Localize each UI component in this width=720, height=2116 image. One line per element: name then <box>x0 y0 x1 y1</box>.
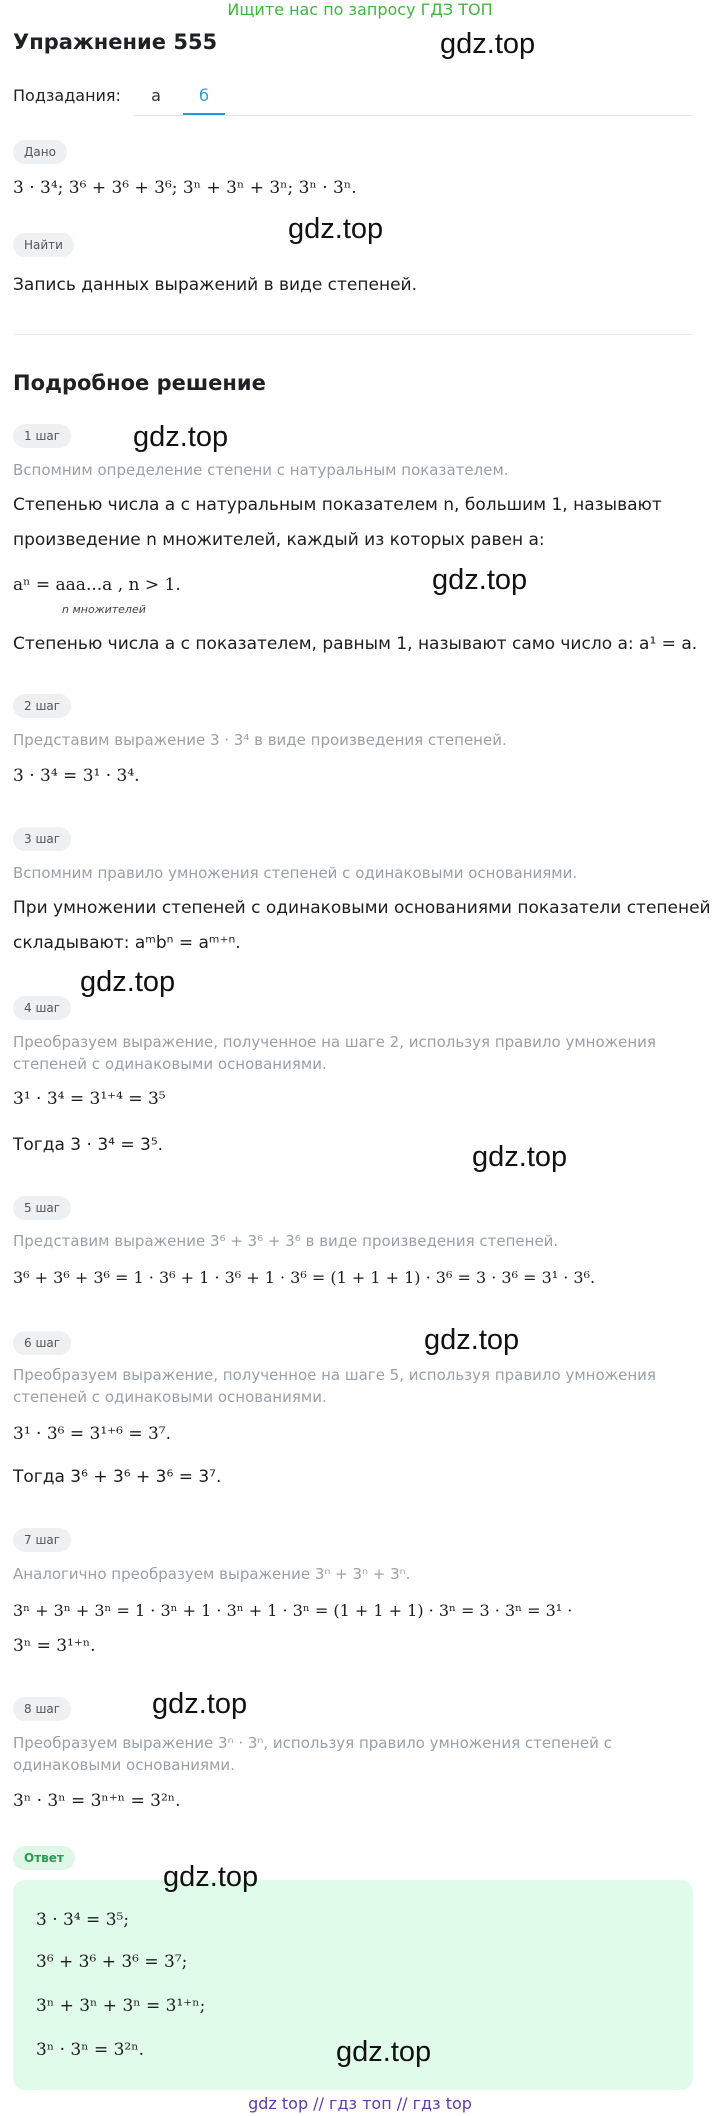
step-5-formula: 3⁶ + 3⁶ + 3⁶ = 1 · 3⁶ + 1 · 3⁶ + 1 · 3⁶ = (1 + 1 + 1) · 3⁶ = 3 · 3⁶ = 3¹ · 3⁶. <box>13 1268 596 1287</box>
step-8-hint: Преобразуем выражение 3ⁿ · 3ⁿ, используя правило умножения степеней с <box>13 1734 612 1752</box>
subtasks-divider <box>133 115 693 116</box>
step-3-hint: Вспомним правило умножения степеней с одинаковыми основаниями. <box>13 864 578 882</box>
section-divider <box>13 334 693 335</box>
step-7-hint: Аналогично преобразуем выражение 3ⁿ + 3ⁿ + 3ⁿ. <box>13 1565 411 1583</box>
step-1-chip: 1 шаг <box>13 424 71 448</box>
step-3-chip: 3 шаг <box>13 827 71 851</box>
watermark: gdz.top <box>163 1861 259 1893</box>
step-1-brace-label: n множителей <box>62 603 146 616</box>
step-1-line-4: Степенью числа a с показателем, равным 1, называют само число a: a¹ = a. <box>13 634 698 654</box>
step-5-hint: Представим выражение 3⁶ + 3⁶ + 3⁶ в виде произведения степеней. <box>13 1232 559 1250</box>
watermark: gdz.top <box>336 2036 432 2068</box>
step-8-hint-2: одинаковыми основаниями. <box>13 1756 235 1774</box>
step-4-hint-2: степеней с одинаковыми основаниями. <box>13 1055 327 1073</box>
page-title: Упражнение 555 <box>13 30 218 54</box>
watermark: gdz.top <box>288 213 384 245</box>
watermark: gdz.top <box>472 1141 568 1173</box>
step-4-conclusion: Тогда 3 · 3⁴ = 3⁵. <box>13 1135 164 1155</box>
footer-links[interactable]: gdz top // гдз топ // гдз top <box>248 2094 472 2113</box>
step-6-hint: Преобразуем выражение, полученное на шаге 5, используя правило умножения <box>13 1366 656 1384</box>
given-formula: 3 · 3⁴; 3⁶ + 3⁶ + 3⁶; 3ⁿ + 3ⁿ + 3ⁿ; 3ⁿ · 3ⁿ. <box>13 178 357 198</box>
step-7-chip: 7 шаг <box>13 1528 71 1552</box>
step-8-formula: 3ⁿ · 3ⁿ = 3ⁿ⁺ⁿ = 3²ⁿ. <box>13 1791 181 1811</box>
step-6-chip: 6 шаг <box>13 1331 71 1355</box>
step-1-formula: aⁿ = aaa...a , n > 1. <box>13 575 181 595</box>
subtask-tab-b[interactable]: б <box>199 86 209 105</box>
step-2-formula: 3 · 3⁴ = 3¹ · 3⁴. <box>13 766 140 786</box>
step-3-line-2: складывают: aᵐbⁿ = aᵐ⁺ⁿ. <box>13 933 241 953</box>
subtasks-label: Подзадания: <box>13 86 121 105</box>
step-5-chip: 5 шаг <box>13 1196 71 1220</box>
step-2-hint: Представим выражение 3 · 3⁴ в виде произведения степеней. <box>13 731 507 749</box>
answer-line-1: 3 · 3⁴ = 3⁵; <box>36 1910 130 1930</box>
find-chip: Найти <box>13 233 74 257</box>
step-1-hint: Вспомним определение степени с натуральным показателем. <box>13 461 509 479</box>
step-6-conclusion: Тогда 3⁶ + 3⁶ + 3⁶ = 3⁷. <box>13 1467 222 1487</box>
step-8-chip: 8 шаг <box>13 1697 71 1721</box>
given-chip: Дано <box>13 140 67 164</box>
watermark: gdz.top <box>440 28 536 60</box>
find-text: Запись данных выражений в виде степеней. <box>13 275 417 295</box>
answer-chip: Ответ <box>13 1846 75 1870</box>
step-3-line-1: При умножении степеней с одинаковыми основаниями показатели степеней <box>13 898 711 918</box>
step-4-hint: Преобразуем выражение, полученное на шаге 2, используя правило умножения <box>13 1033 656 1051</box>
solution-title: Подробное решение <box>13 371 266 395</box>
watermark: gdz.top <box>80 966 176 998</box>
active-tab-indicator <box>183 113 225 115</box>
answer-line-2: 3⁶ + 3⁶ + 3⁶ = 3⁷; <box>36 1952 188 1972</box>
step-7-formula-1: 3ⁿ + 3ⁿ + 3ⁿ = 1 · 3ⁿ + 1 · 3ⁿ + 1 · 3ⁿ = (1 + 1 + 1) · 3ⁿ = 3 · 3ⁿ = 3¹ · <box>13 1601 573 1620</box>
step-6-formula: 3¹ · 3⁶ = 3¹⁺⁶ = 3⁷. <box>13 1424 172 1444</box>
step-4-formula: 3¹ · 3⁴ = 3¹⁺⁴ = 3⁵ <box>13 1089 166 1109</box>
step-6-hint-2: степеней с одинаковыми основаниями. <box>13 1388 327 1406</box>
watermark: gdz.top <box>424 1324 520 1356</box>
subtask-tab-a[interactable]: а <box>151 86 161 105</box>
step-1-line-2: произведение n множителей, каждый из которых равен a: <box>13 530 545 550</box>
answer-line-3: 3ⁿ + 3ⁿ + 3ⁿ = 3¹⁺ⁿ; <box>36 1996 206 2016</box>
step-7-formula-2: 3ⁿ = 3¹⁺ⁿ. <box>13 1636 96 1656</box>
step-2-chip: 2 шаг <box>13 694 71 718</box>
watermark: gdz.top <box>432 564 528 596</box>
step-4-chip: 4 шаг <box>13 996 71 1020</box>
watermark: gdz.top <box>152 1688 248 1720</box>
step-1-line-1: Степенью числа a с натуральным показателем n, большим 1, называют <box>13 495 662 515</box>
top-banner[interactable]: Ищите нас по запросу ГДЗ ТОП <box>227 0 493 19</box>
watermark: gdz.top <box>133 421 229 453</box>
answer-line-4: 3ⁿ · 3ⁿ = 3²ⁿ. <box>36 2040 144 2060</box>
